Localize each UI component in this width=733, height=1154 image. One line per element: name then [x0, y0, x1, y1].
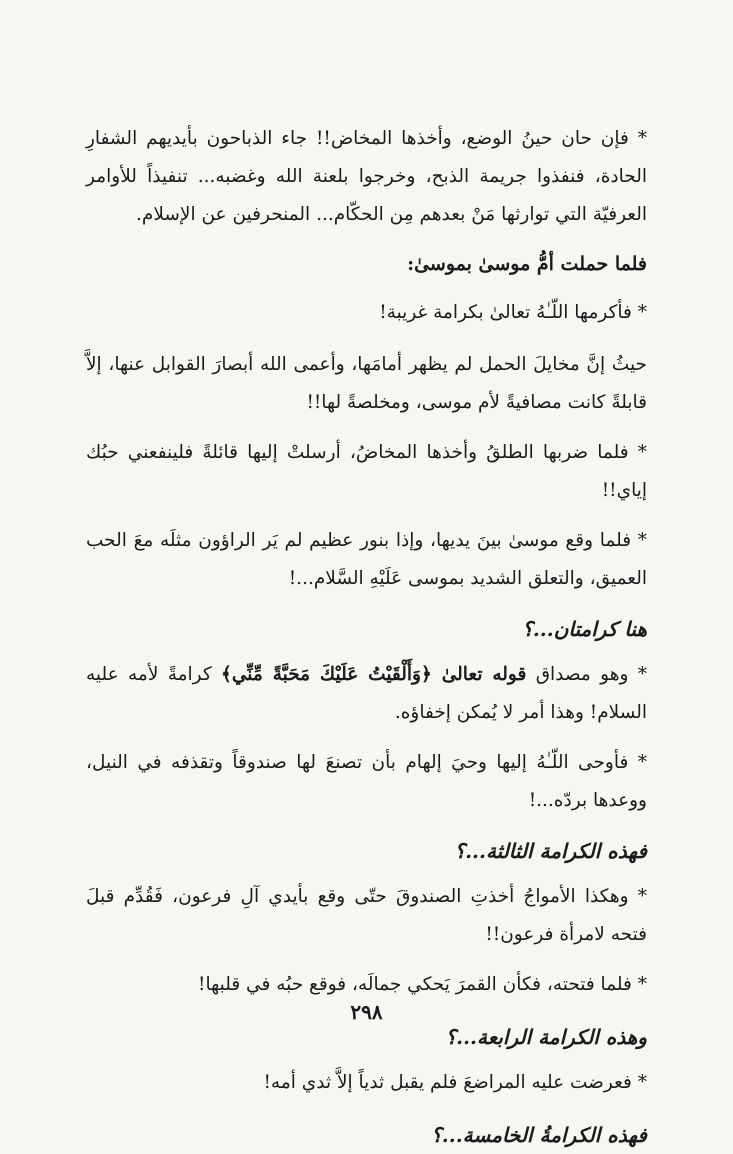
- quran-quote: قوله تعالىٰ ﴿وَأَلْقَيْتُ عَلَيْكَ مَحَبَّةً مِّنِّي﴾: [221, 664, 527, 685]
- paragraph-slaughter: * فإن حان حينُ الوضع، وأخذها المخاض!! جاء الذباحون بأيديهم الشفارِ الحادة، فنفذوا جريمة الذبح، وخرجوا بلعنة الله وغضبه... تنفيذاً للأوامر العرفيّة التي توارثها مَنْ بعدهم مِن الحكّام... المنحرفين عن الإسلام.: [86, 128, 647, 225]
- paragraph-midwives: حيثُ إنَّ مخايلَ الحمل لم يظهر أمامَها، وأعمى الله أبصارَ القوابل عنها، إلاَّ قابلةً كانت مصافيةً لأم موسى، ومخلصةً لها!!: [86, 354, 647, 413]
- section-heading-pregnancy: فلما حملت أمُّ موسىٰ بموسىٰ:: [407, 253, 647, 275]
- verse-intro: * وهو مصداق: [535, 664, 648, 685]
- page-number: ٢٩٨: [350, 1000, 383, 1024]
- calligraphy-heading-third-honor: فهذه الكرامة الثالثة...؟: [454, 839, 647, 863]
- calligraphy-heading-fourth-honor: وهذه الكرامة الرابعة...؟: [445, 1025, 647, 1049]
- paragraph-quran-verse: [86, 656, 647, 732]
- paragraph-labor: * فلما ضربها الطلقُ وأخذها المخاضُ، أرسلتْ إليها قائلةً فلينفعني حبُك إياي!!: [86, 442, 647, 501]
- calligraphy-heading-two-honors: هنا كرامتان...؟: [522, 617, 647, 641]
- paragraph-wet-nurses: * فعرضت عليه المراضعَ فلم يقبل ثدياً إلاَّ ثدي أمه!: [263, 1072, 647, 1093]
- paragraph-chest-pharaoh: * وهكذا الأمواجُ أخذتِ الصندوقَ حتّى وقع بأيدي آلِ فرعون، فَقُدِّم قبلَ فتحه لامرأة فرعون!!: [86, 886, 647, 945]
- paragraph-moon-beauty: * فلما فتحته، فكأن القمرَ يَحكي جمالَه، فوقع حبُه في قلبها!: [198, 974, 647, 995]
- calligraphy-heading-fifth-honor: فهذه الكرامةُ الخامسة...؟: [431, 1123, 647, 1147]
- paragraph-birth-light: * فلما وقع موسىٰ بينَ يديها، وإذا بنور عظيم لم يَر الراؤون مثلَه معَ الحب العميق، والتعلق الشديد بموسى عَلَيْهِ السَّلام...!: [86, 530, 647, 589]
- paragraph-revelation: * فأوحى اللّـٰهُ إليها وحيَ إلهام بأن تصنعَ لها صندوقاً وتقذفه في النيل، ووعدها بردّه...!: [86, 752, 647, 811]
- verse-outro: كرامةً لأمه عليه السلام! وهذا أمر لا يُمكن إخفاؤه.: [86, 664, 647, 723]
- paragraph-honor: * فأكرمها اللّـٰهُ تعالىٰ بكرامة غريبة!: [379, 302, 647, 323]
